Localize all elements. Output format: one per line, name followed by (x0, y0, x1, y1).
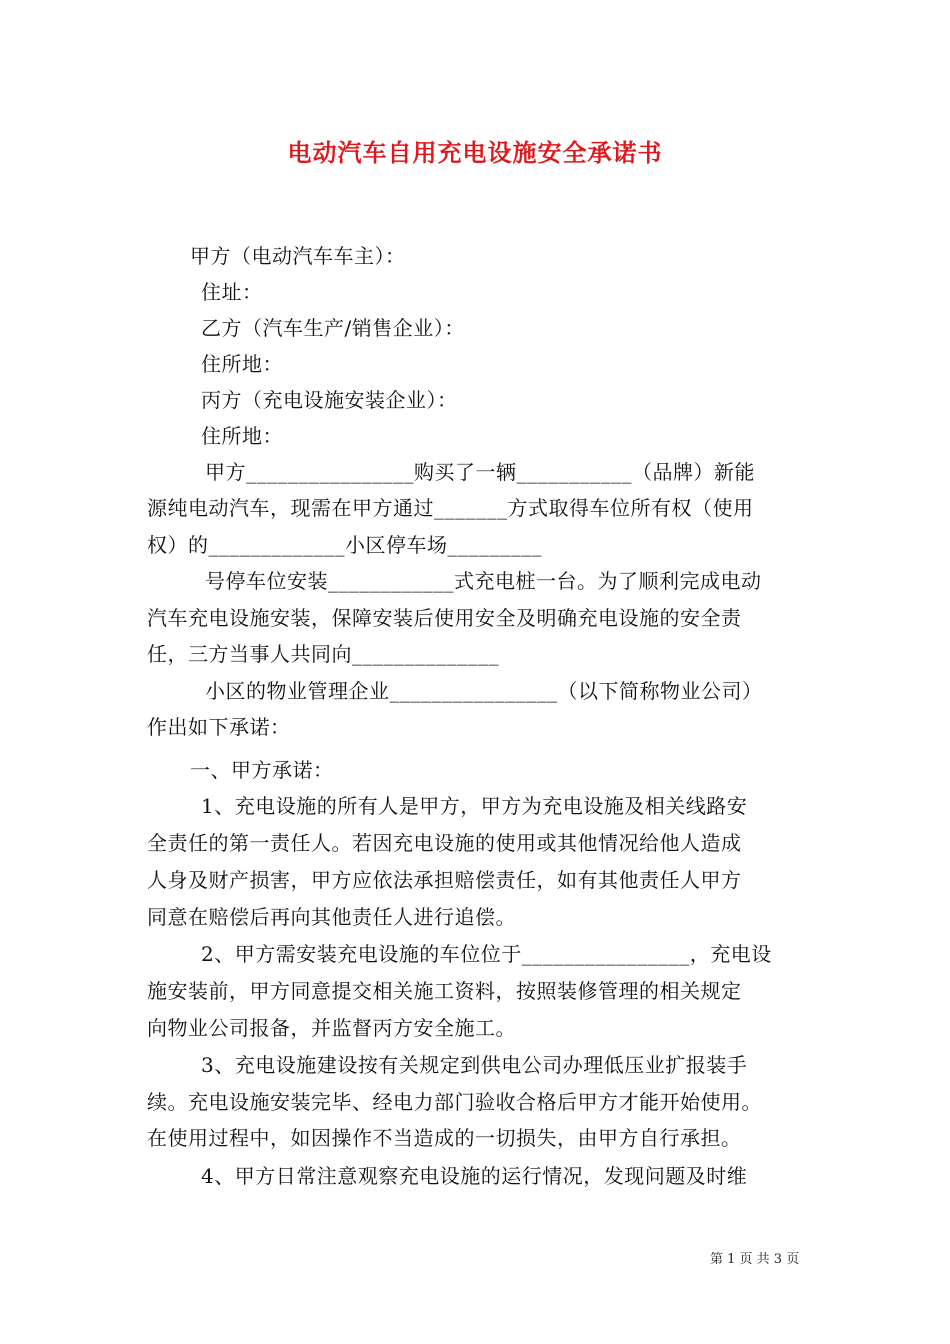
text-line: 住所地： (201, 352, 283, 376)
text-line: 在使用过程中，如因操作不当造成的一切损失，由甲方自行承担。 (147, 1126, 742, 1150)
text-line: 小区的物业管理企业________________（以下简称物业公司） (205, 679, 763, 703)
text-line: 续。充电设施安装完毕、经电力部门验收合格后甲方才能开始使用。 (147, 1090, 762, 1114)
text-line: 乙方（汽车生产/销售企业）： (201, 316, 465, 340)
text-line: 甲方（电动汽车车主）： (190, 244, 406, 268)
text-line: 向物业公司报备，并监督丙方安全施工。 (147, 1016, 516, 1040)
text-line: 汽车充电设施安装，保障安装后使用安全及明确充电设施的安全责 (147, 606, 742, 630)
text-line: 全责任的第一责任人。若因充电设施的使用或其他情况给他人造成 (147, 831, 742, 855)
text-line: 1、充电设施的所有人是甲方，甲方为充电设施及相关线路安 (201, 794, 748, 818)
text-line: 同意在赔偿后再向其他责任人进行追偿。 (147, 905, 516, 929)
text-line: 住所地： (201, 424, 283, 448)
section-heading: 一、甲方承诺： (190, 758, 334, 782)
text-line: 任，三方当事人共同向______________ (147, 642, 499, 666)
text-line: 施安装前，甲方同意提交相关施工资料，按照装修管理的相关规定 (147, 979, 742, 1003)
page-number: 第 1 页 共 3 页 (710, 1252, 800, 1267)
document-title: 电动汽车自用充电设施安全承诺书 (287, 138, 663, 167)
text-line: 源纯电动汽车，现需在甲方通过_______方式取得车位所有权（使用 (147, 496, 754, 520)
text-line: 4、甲方日常注意观察充电设施的运行情况，发现问题及时维 (201, 1164, 748, 1188)
text-line: 住址： (201, 280, 263, 304)
text-line: 号停车位安装____________式充电桩一台。为了顺利完成电动 (205, 569, 762, 593)
text-line: 作出如下承诺： (147, 715, 291, 739)
text-line: 3、充电设施建设按有关规定到供电公司办理低压业扩报装手 (201, 1053, 748, 1077)
text-line: 人身及财产损害，甲方应依法承担赔偿责任，如有其他责任人甲方 (147, 868, 742, 892)
text-line: 2、甲方需安装充电设施的车位位于________________，充电设 (201, 942, 772, 966)
text-line: 甲方________________购买了一辆___________（品牌）新能 (205, 460, 755, 484)
text-line: 丙方（充电设施安装企业）： (201, 388, 458, 412)
text-line: 权）的_____________小区停车场_________ (147, 533, 542, 557)
